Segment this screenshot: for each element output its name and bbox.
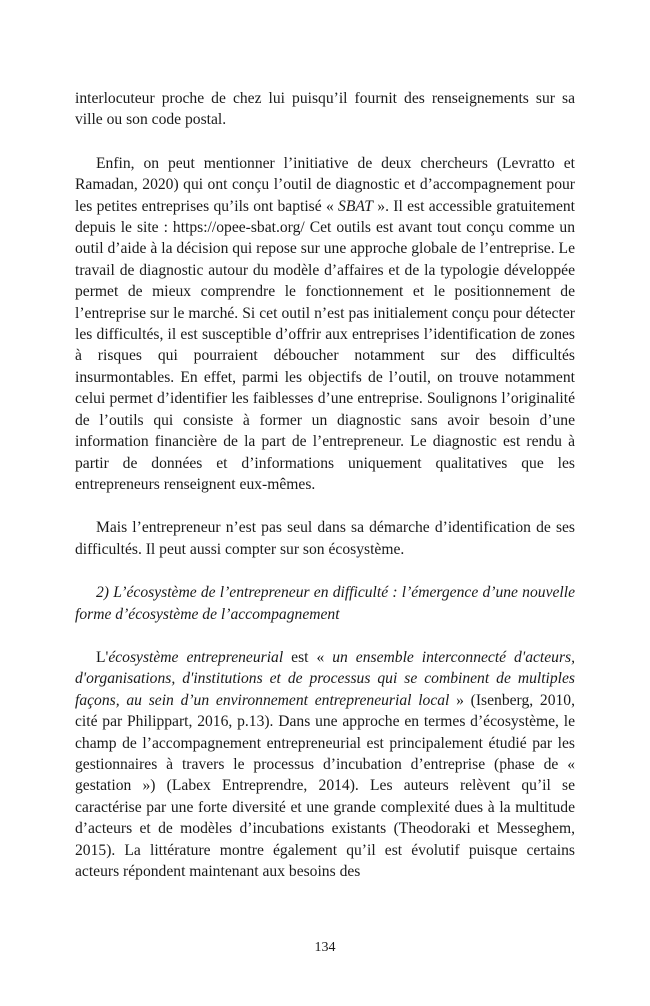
- paragraph-text: Mais l’entrepreneur n’est pas seul dans sa démarche d’identification de ses difficultés. Il peut aussi compter sur son écosystème.: [75, 519, 575, 558]
- section-heading: [75, 582, 575, 625]
- paragraph-text: » (Isenberg, 2010, cité par Philippart, 2016, p.13). Dans une approche en termes d’écosystème, le champ de l’accompagnement entrepreneurial est principalement étudié par les gestionnaires à travers le processus d’incubation d’entreprise (phase de « gestation ») (Labex Entreprendre, 2014). Les auteurs relèvent qu’il se caractérise par une forte diversité et une grande complexité dues à la multitude d’acteurs et de modèles d’incubations existants (Theodoraki et Messeghem, 2015). La littérature montre également qu’il est évolutif puisque certains acteurs répondent maintenant aux besoins des: [75, 691, 575, 880]
- paragraph-ecosystem-intro: [75, 517, 575, 560]
- paragraph-text: est «: [283, 648, 333, 666]
- paragraph-gap: [75, 560, 575, 582]
- paragraph-gap: [75, 625, 575, 647]
- paragraph-ecosystem-definition: [75, 647, 575, 882]
- paragraph-sbat-tool: [75, 153, 575, 496]
- paragraph-gap: [75, 131, 575, 153]
- paragraph-continuation: [75, 88, 575, 131]
- paragraph-text: interlocuteur proche de chez lui puisqu’il fournit des renseignements sur sa ville ou son code postal.: [75, 90, 575, 129]
- section-heading-text: 2) L’écosystème de l’entrepreneur en difficulté : l’émergence d’une nouvelle forme d’écosystème de l’accompagnement: [75, 584, 575, 623]
- paragraph-gap: [75, 495, 575, 517]
- page-body: [75, 88, 575, 882]
- page-number: 134: [314, 940, 336, 955]
- ecosystem-term: écosystème entrepreneurial: [108, 648, 284, 666]
- isenberg-quote: un ensemble interconnecté d'acteurs, d'organisations, d'institutions et de processus qui se combinent de multiples façons, au sein d’un environnement entrepreneurial local: [75, 648, 575, 709]
- paragraph-text: L': [96, 648, 109, 666]
- paragraph-text: ». Il est accessible gratuitement depuis le site : https://opee-sbat.org/ Cet outils est avant tout conçu comme un outil d’aide à la décision qui repose sur une approche globale de l’entreprise. Le travail de diagnostic autour du modèle d’affaires et de la typologie développée permet de mieux comprendre le fonctionnement et le positionnement de l’entreprise sur le marché. Si cet outil n’est pas initialement conçu pour détecter les difficultés, il est susceptible d’offrir aux entreprises l’identification de zones à risques qui pourraient déboucher notamment sur des difficultés insurmontables. En effet, parmi les objectifs de l’outil, on trouve notamment celui permet d’identifier les faiblesses d’une entreprise. Soulignons l’originalité de l’outils qui consiste à former un diagnostic sans avoir besoin d’une information financière de la part de l’entrepreneur. Le diagnostic est rendu à partir de données et d’informations uniquement qualitatives que les entrepreneurs renseignent eux-mêmes.: [75, 197, 575, 493]
- sbat-term: SBAT: [338, 197, 373, 215]
- paragraph-text: Enfin, on peut mentionner l’initiative de deux chercheurs (Levratto et Ramadan, 2020) qui ont conçu l’outil de diagnostic et d’accompagnement pour les petites entreprises qu’ils ont baptisé «: [75, 154, 575, 215]
